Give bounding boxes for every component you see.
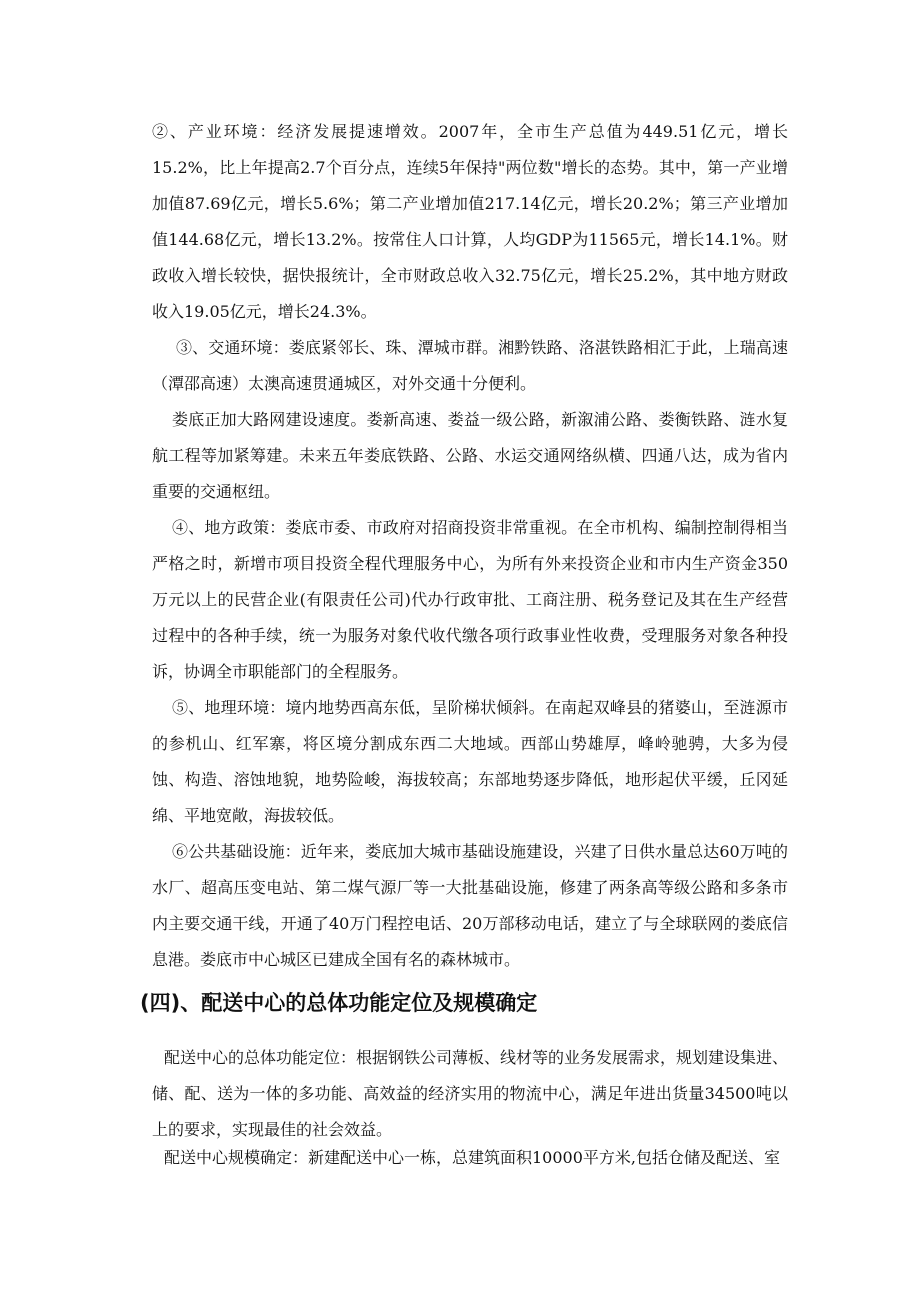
paragraph-geography: ⑤、地理环境：境内地势西高东低，呈阶梯状倾斜。在南起双峰县的猪婆山，至涟源市的参机山、红军寨，将区境分割成东西二大地域。西部山势雄厚，峰岭驰骋，大多为侵蚀、构造、溶蚀地貌，地势险峻，海拔较高；东部地势逐步降低，地形起伏平缓，丘冈延绵、平地宽敞，海拔较低。 (152, 698, 788, 825)
paragraph-local-policy: ④、地方政策：娄底市委、市政府对招商投资非常重视。在全市机构、编制控制得相当严格之时，新增市项目投资全程代理服务中心，为所有外来投资企业和市内生产资金350万元以上的民营企业(有限责任公司)代办行政审批、工商注册、税务登记及其在生产经营过程中的各种手续，统一为服务对象代收代缴各项行政事业性收费，受理服务对象各种投诉，协调全市职能部门的全程服务。 (152, 518, 788, 681)
section-heading: (四)、配送中心的总体功能定位及规模确定 (140, 991, 538, 1015)
paragraph-function-positioning: 配送中心的总体功能定位：根据钢铁公司薄板、线材等的业务发展需求，规划建设集进、储、配、送为一体的多功能、高效益的经济实用的物流中心，满足年进出货量34500吨以上的要求，实现最佳的社会效益。 (152, 1048, 789, 1139)
paragraph-public-infrastructure: ⑥公共基础设施：近年来，娄底加大城市基础设施建设，兴建了日供水量总达60万吨的水厂、超高压变电站、第二煤气源厂等一大批基础设施，修建了两条高等级公路和多条市内主要交通干线，开通了40万门程控电话、20万部移动电话，建立了与全球联网的娄底信息港。娄底市中心城区已建成全国有名的森林城市。 (152, 842, 788, 969)
paragraph-transport-environment: ③、交通环境：娄底紧邻长、珠、潭城市群。湘黔铁路、洛湛铁路相汇于此，上瑞高速（潭邵高速）太澳高速贯通城区，对外交通十分便利。 (152, 338, 788, 393)
paragraph-scale-determination: 配送中心规模确定：新建配送中心一栋，总建筑面积10000平方米,包括仓储及配送、室 (164, 1148, 780, 1167)
paragraph-road-network: 娄底正加大路网建设速度。娄新高速、娄益一级公路，新溆浦公路、娄衡铁路、涟水复航工程等加紧筹建。未来五年娄底铁路、公路、水运交通网络纵横、四通八达，成为省内重要的交通枢纽。 (152, 410, 788, 501)
paragraph-industry-environment: ②、产业环境：经济发展提速增效。2007年，全市生产总值为449.51亿元，增长15.2%，比上年提高2.7个百分点，连续5年保持"两位数"增长的态势。其中，第一产业增加值87.69亿元，增长5.6%；第二产业增加值217.14亿元，增长20.2%；第三产业增加值144.68亿元，增长13.2%。按常住人口计算，人均GDP为11565元，增长14.1%。财政收入增长较快，据快报统计，全市财政总收入32.75亿元，增长25.2%，其中地方财政收入19.05亿元，增长24.3%。 (152, 122, 788, 321)
